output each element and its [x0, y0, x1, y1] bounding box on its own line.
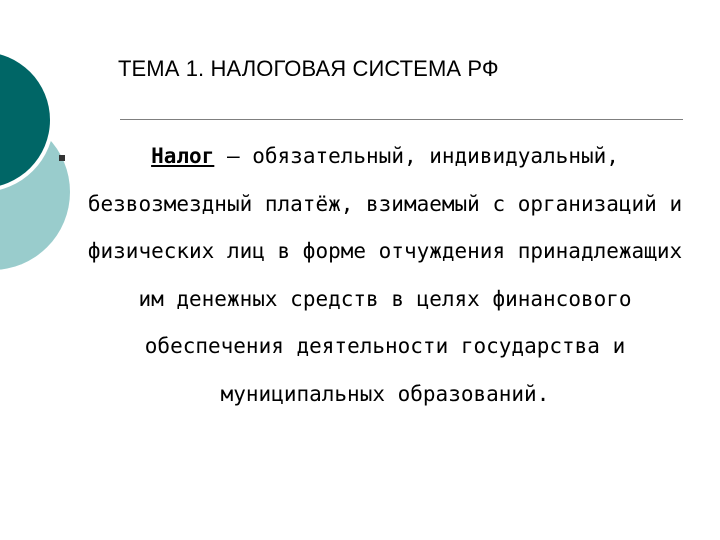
- bullet-marker: [59, 155, 65, 161]
- definition-text: [70, 133, 700, 418]
- title-divider: [120, 119, 683, 120]
- definition-body: – обязательный, индивидуальный, безвозмездный платёж, взимаемый с организаций и физических лиц в форме отчуждения принадлежащих им денежных средств в целях финансового обеспечения деятельности государства и муниципальных образований.: [87, 144, 683, 406]
- decorative-circles: [0, 0, 80, 290]
- definition-term: Налог: [151, 144, 215, 168]
- slide-title: ТЕМА 1. НАЛОГОВАЯ СИСТЕМА РФ: [118, 56, 499, 81]
